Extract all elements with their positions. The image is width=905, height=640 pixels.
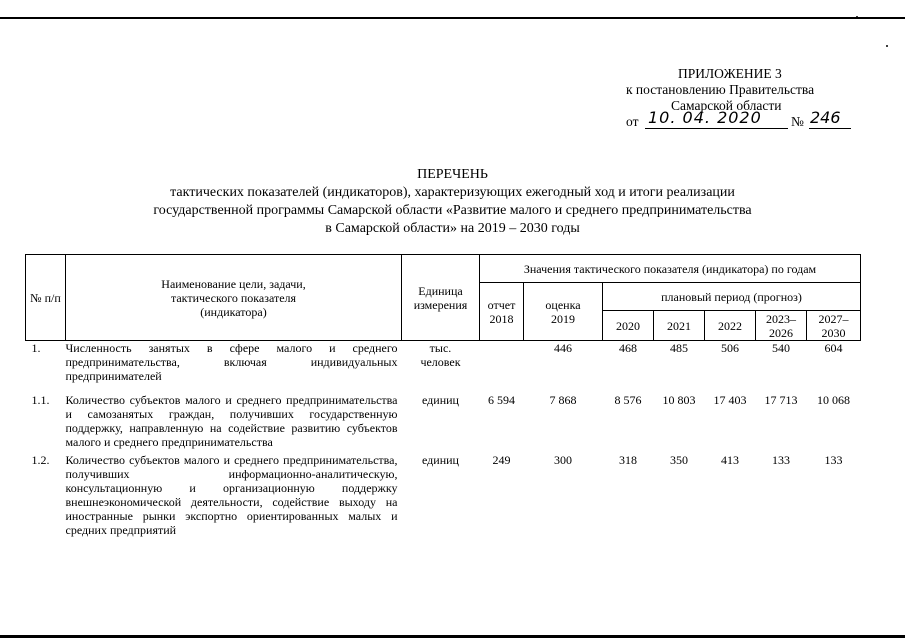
heading-line-1: тактических показателей (индикаторов), характеризующих ежегодный ход и итоги реализации — [170, 185, 735, 200]
document-heading — [0, 166, 905, 238]
value-2023-2026: 540 — [772, 341, 790, 355]
date-prefix: от — [626, 114, 639, 129]
value-2021: 350 — [670, 452, 688, 467]
value-2019: 300 — [554, 452, 572, 467]
scan-dot — [856, 16, 858, 18]
heading-line-3: в Самарской области» на 2019 – 2030 годы — [325, 221, 580, 236]
value-2019: 7 868 — [549, 392, 577, 407]
value-2022: 413 — [721, 452, 739, 467]
header-2021: 2021 — [654, 311, 705, 341]
header-2022: 2022 — [705, 311, 756, 341]
scan-dot — [886, 45, 888, 47]
table-row — [26, 341, 861, 393]
header-num: № п/п — [26, 255, 66, 341]
value-2022: 506 — [721, 341, 739, 355]
header-2020: 2020 — [603, 311, 654, 341]
value-2023-2026: 133 — [772, 452, 790, 467]
date-underline — [645, 128, 788, 129]
handwritten-number: 246 — [810, 108, 841, 127]
header-2023-2026: 2023–2026 — [756, 311, 807, 341]
row-name: Количество субъектов малого и среднего предпринимательства, получивших информационно-аналитическую, консультационную и организационную поддержку внешнеэкономической деятельности, содействие выходу на иностранные рынки экспортно ориентированных малых и средних предприятий — [65, 452, 398, 537]
value-2019: 446 — [554, 341, 572, 355]
row-num: 1.1. — [31, 392, 50, 407]
bottom-rule — [0, 635, 905, 638]
value-2021: 485 — [670, 341, 688, 355]
row-unit: единиц — [422, 452, 459, 467]
header-name: Наименование цели, задачи, тактического показателя (индикатора) — [66, 255, 402, 341]
row-num: 1. — [31, 341, 41, 355]
value-2018: 6 594 — [488, 392, 515, 407]
number-underline — [809, 128, 851, 129]
value-2027-2030: 133 — [824, 452, 843, 467]
row-name: Численность занятых в сфере малого и среднего предпринимательства, включая индивидуальных предпринимателей — [65, 341, 398, 383]
header-unit: Единица измерения — [402, 255, 480, 341]
header-report-2018: отчет 2018 — [480, 283, 524, 341]
appendix-region-line: Самарской области — [671, 98, 782, 113]
row-unit: тыс. человек — [420, 341, 461, 369]
row-num: 1.2. — [31, 452, 50, 467]
value-2020: 8 576 — [614, 392, 642, 407]
heading-line-2: государственной программы Самарской области «Развитие малого и среднего предпринимательства — [153, 203, 752, 218]
appendix-title: ПРИЛОЖЕНИЕ 3 — [678, 66, 782, 81]
header-plan-group: плановый период (прогноз) — [603, 283, 861, 311]
value-2020: 318 — [619, 452, 637, 467]
header-2027-2030: 2027–2030 — [807, 311, 861, 341]
top-rule — [0, 17, 905, 19]
appendix-block — [600, 66, 840, 132]
appendix-date-number-line — [600, 108, 841, 132]
appendix-decree-line: к постановлению Правительства — [626, 82, 815, 97]
value-2018: 249 — [492, 452, 511, 467]
value-2027-2030: 10 068 — [817, 392, 850, 407]
header-values-group: Значения тактического показателя (индикатора) по годам — [480, 255, 861, 283]
row-name: Количество субъектов малого и среднего предпринимательства и самозанятых граждан, получивших государственную поддержку, направленную на содействие развитию субъектов малого и среднего предпринимательства — [65, 392, 398, 449]
value-2021: 10 803 — [662, 392, 696, 407]
value-2023-2026: 17 713 — [764, 392, 798, 407]
value-2022: 17 403 — [713, 392, 747, 407]
handwritten-date: 10. 04. 2020 — [648, 108, 762, 127]
table-row — [26, 393, 861, 453]
indicators-table — [25, 254, 861, 543]
value-2027-2030: 604 — [824, 341, 843, 355]
value-2020: 468 — [619, 341, 637, 355]
value-2018 — [480, 341, 524, 393]
row-unit: единиц — [422, 392, 459, 407]
header-estimate-2019: оценка 2019 — [524, 283, 603, 341]
number-prefix: № — [791, 114, 804, 129]
table-row — [26, 453, 861, 543]
heading-title: ПЕРЕЧЕНЬ — [417, 167, 488, 182]
